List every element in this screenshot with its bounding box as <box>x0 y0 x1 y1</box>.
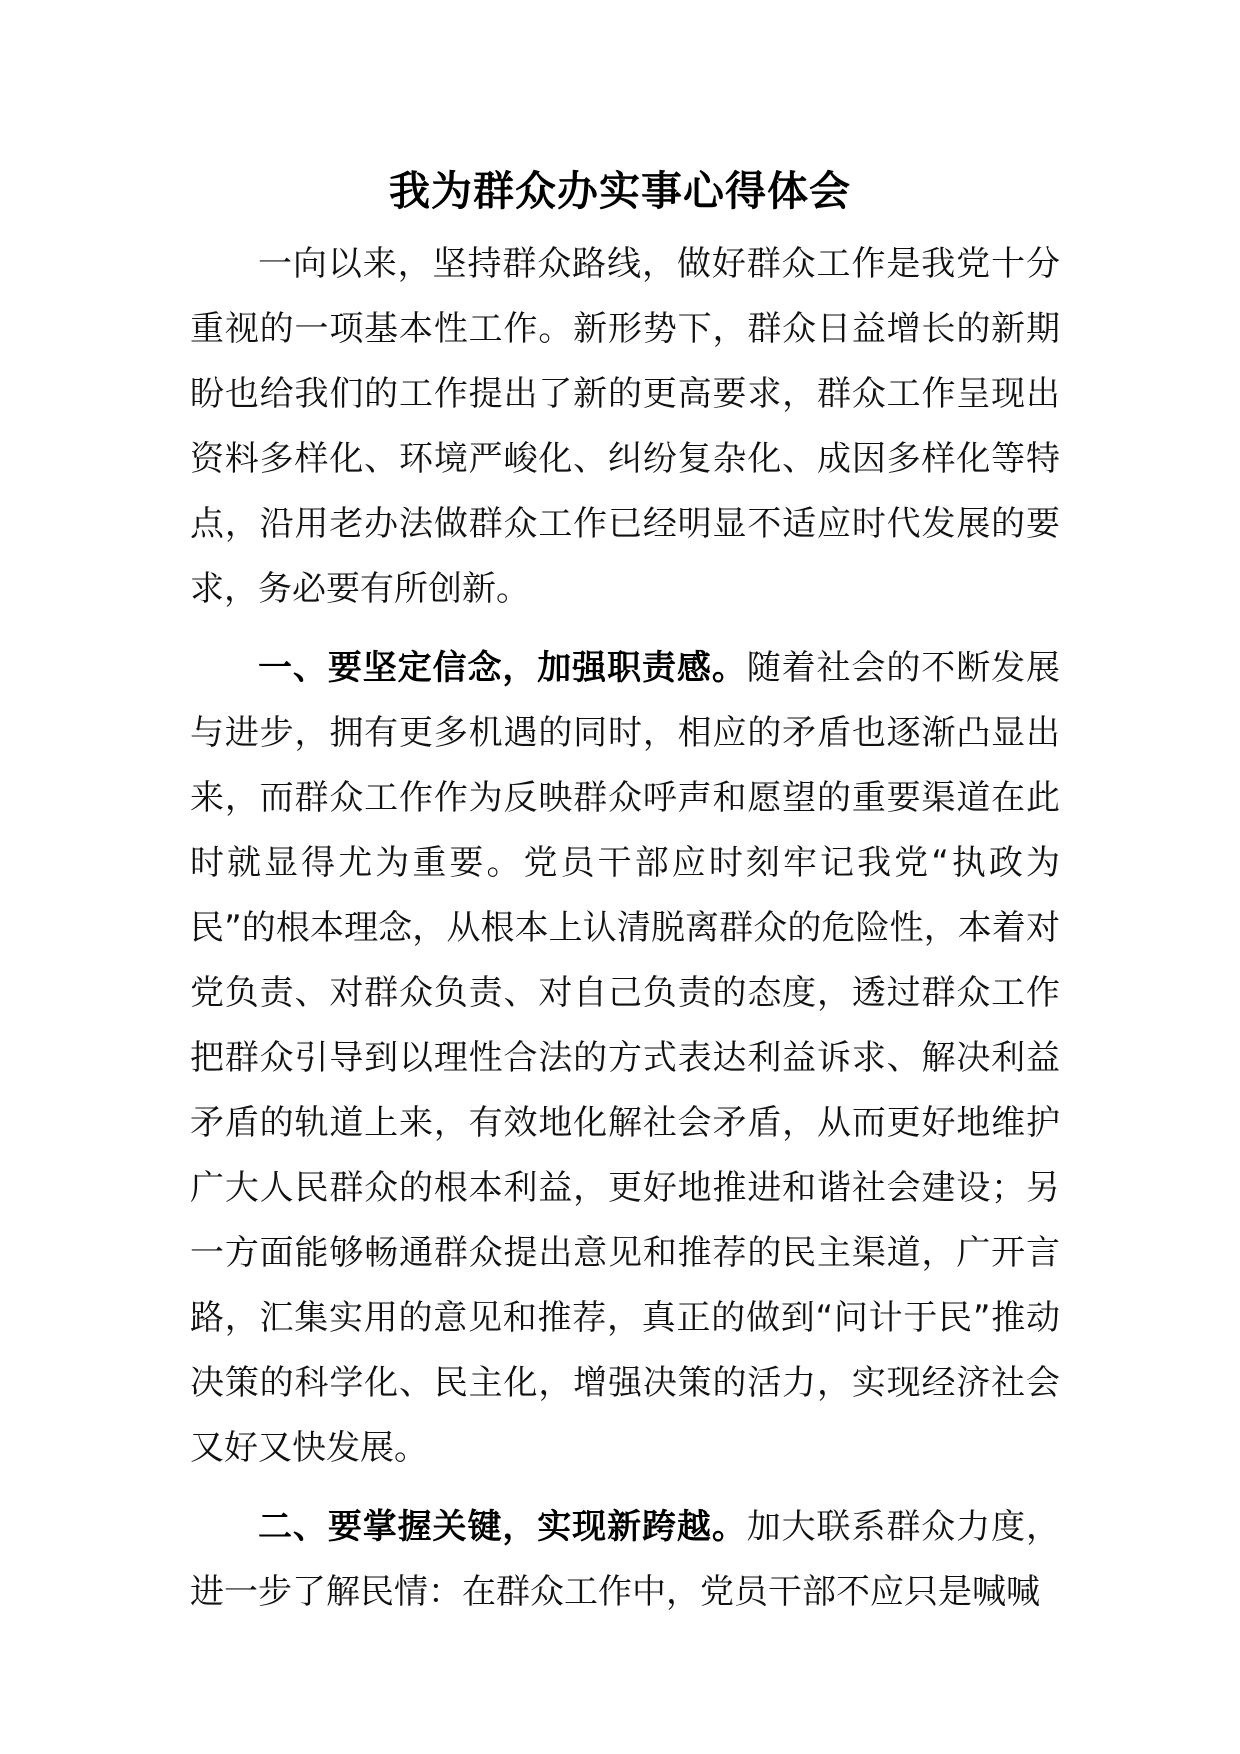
paragraph-section-2 <box>190 1495 1060 1625</box>
paragraph-text: 加大联系群众力度，进一步了解民情：在群众工作中，党员干部不应只是喊喊 <box>190 1507 1061 1612</box>
document-body <box>190 232 1060 1625</box>
paragraph-section-1 <box>190 636 1060 1481</box>
section-heading: 二、要掌握关键，实现新跨越。 <box>258 1507 747 1547</box>
paragraph-text: 一向以来，坚持群众路线，做好群众工作是我党十分重视的一项基本性工作。新形势下，群众日益增长的新期盼也给我们的工作提出了新的更高要求，群众工作呈现出资料多样化、环境严峻化、纠纷复杂化、成因多样化等特点，沿用老办法做群众工作已经明显不适应时代发展的要求，务必要有所创新。 <box>190 244 1060 609</box>
section-heading: 一、要坚定信念，加强职责感。 <box>258 648 747 688</box>
paragraph-intro <box>190 232 1060 622</box>
paragraph-text: 随着社会的不断发展与进步，拥有更多机遇的同时，相应的矛盾也逐渐凸显出来，而群众工作作为反映群众呼声和愿望的重要渠道在此时就显得尤为重要。党员干部应时刻牢记我党“执政为民”的根本理念，从根本上认清脱离群众的危险性，本着对党负责、对群众负责、对自己负责的态度，透过群众工作把群众引导到以理性合法的方式表达利益诉求、解决利益矛盾的轨道上来，有效地化解社会矛盾，从而更好地维护广大人民群众的根本利益，更好地推进和谐社会建设；另一方面能够畅通群众提出意见和推荐的民主渠道，广开言路，汇集实用的意见和推荐，真正的做到“问计于民”推动决策的科学化、民主化，增强决策的活力，实现经济社会又好又快发展。 <box>190 648 1061 1468</box>
document-title: 我为群众办实事心得体会 <box>389 167 851 215</box>
